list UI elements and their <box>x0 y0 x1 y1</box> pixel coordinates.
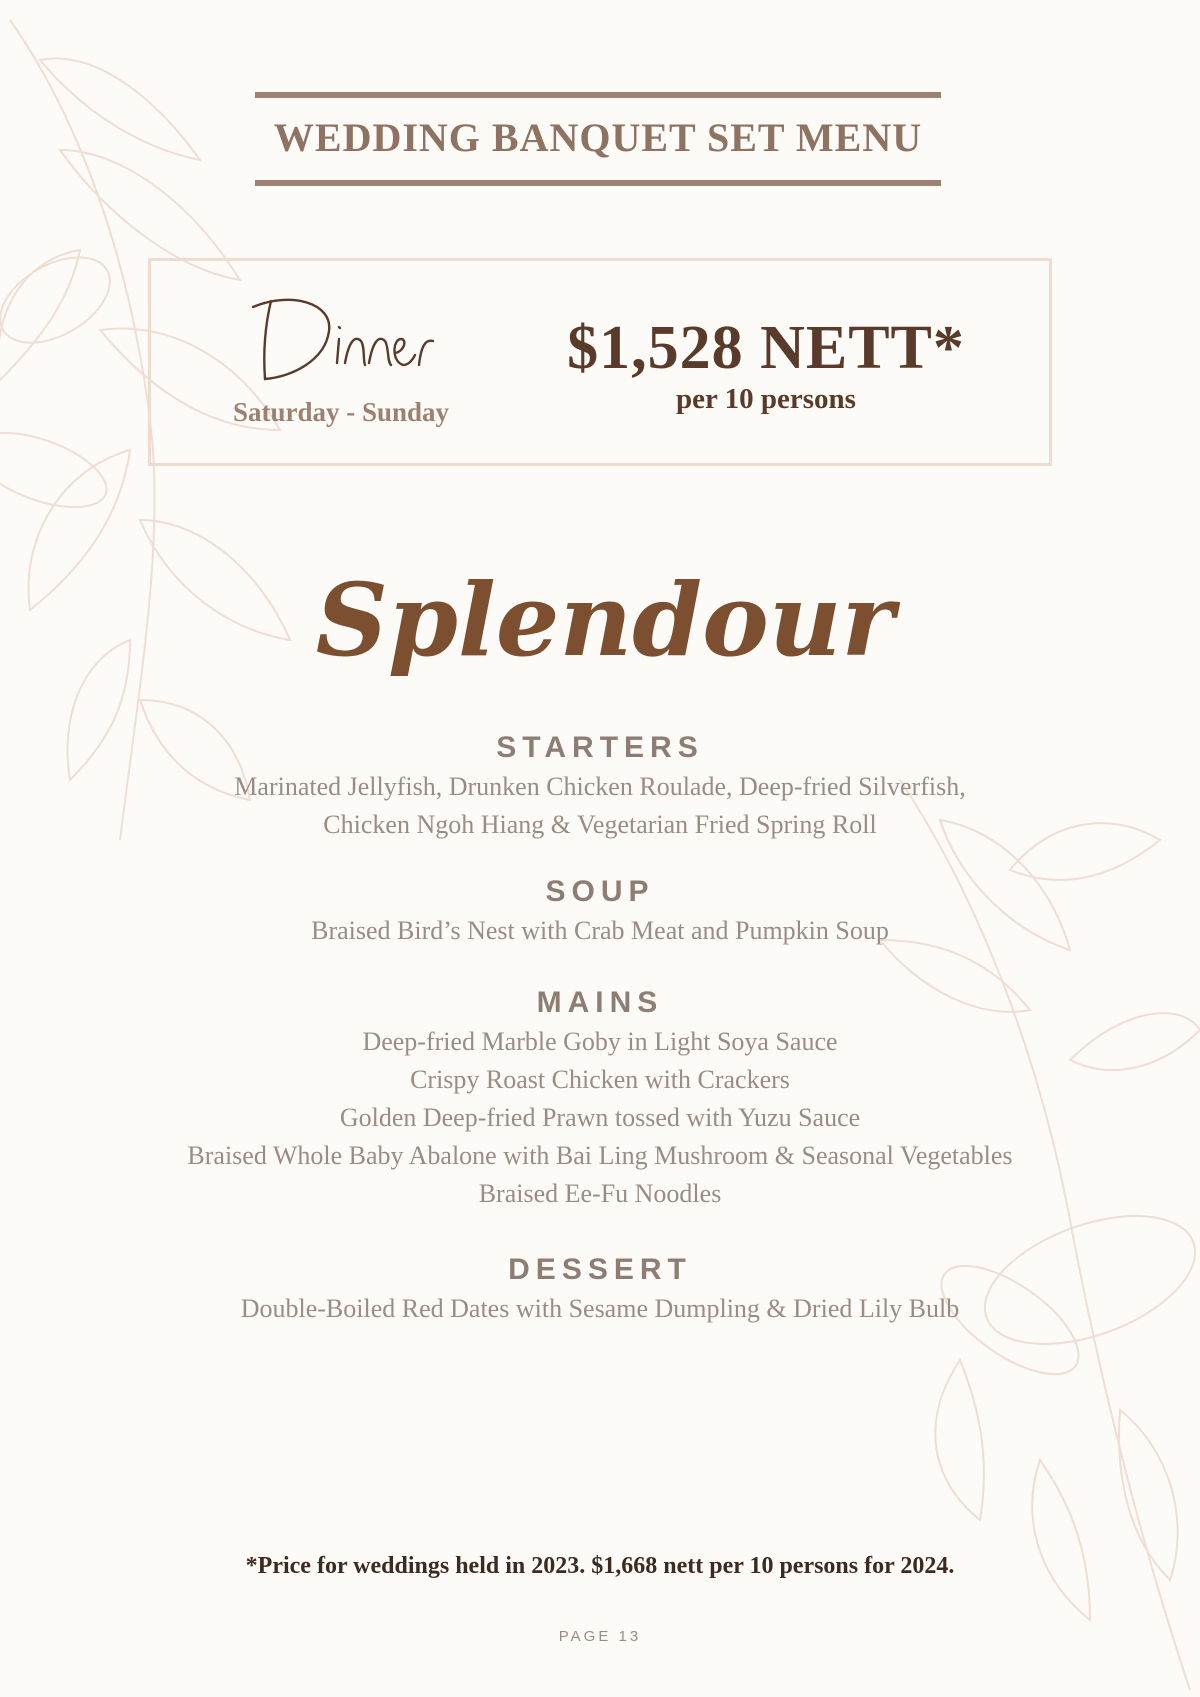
dish-line: Braised Ee-Fu Noodles <box>478 1179 722 1208</box>
page-title: WEDDING BANQUET SET MENU <box>273 115 923 160</box>
menu-section-soup <box>0 872 1200 950</box>
section-title: DESSERT <box>508 1253 692 1286</box>
dish-line: Double-Boiled Red Dates with Sesame Dumpling & Dried Lily Bulb <box>240 1294 960 1323</box>
dish-line: Crispy Roast Chicken with Crackers <box>410 1065 790 1094</box>
dish-line: Golden Deep-fried Prawn tossed with Yuzu Sauce <box>339 1103 861 1132</box>
dish-line: Braised Whole Baby Abalone with Bai Ling Mushroom & Seasonal Vegetables <box>187 1141 1013 1170</box>
section-title: MAINS <box>536 986 664 1019</box>
dish-line: Braised Bird’s Nest with Crab Meat and Pumpkin Soup <box>311 916 889 945</box>
title-block <box>255 92 941 188</box>
days-label: Saturday - Sunday <box>232 397 450 427</box>
price-per-label: per 10 persons <box>676 383 856 415</box>
section-title: STARTERS <box>496 731 704 764</box>
title-rule-top <box>255 92 941 98</box>
dinner-script-label <box>241 281 441 391</box>
menu-section-starters <box>0 728 1200 844</box>
section-title: SOUP <box>545 875 655 908</box>
menu-section-mains <box>0 983 1200 1213</box>
price-footnote: *Price for weddings held in 2023. $1,668 nett per 10 persons for 2024. <box>245 1553 955 1579</box>
dish-line: Marinated Jellyfish, Drunken Chicken Roulade, Deep-fried Silverfish, <box>234 772 966 801</box>
menu-name-script <box>315 535 895 715</box>
title-rule-bottom <box>255 180 941 186</box>
dish-line: Chicken Ngoh Hiang & Vegetarian Fried Spring Roll <box>323 810 877 839</box>
price-box <box>148 258 1052 466</box>
page-number: PAGE 13 <box>558 1628 642 1645</box>
dish-line: Deep-fried Marble Goby in Light Soya Sauce <box>362 1027 838 1056</box>
menu-name-text: Splendour <box>315 561 895 679</box>
price-value: $1,528 NETT* <box>567 314 965 382</box>
menu-section-dessert <box>0 1250 1200 1328</box>
